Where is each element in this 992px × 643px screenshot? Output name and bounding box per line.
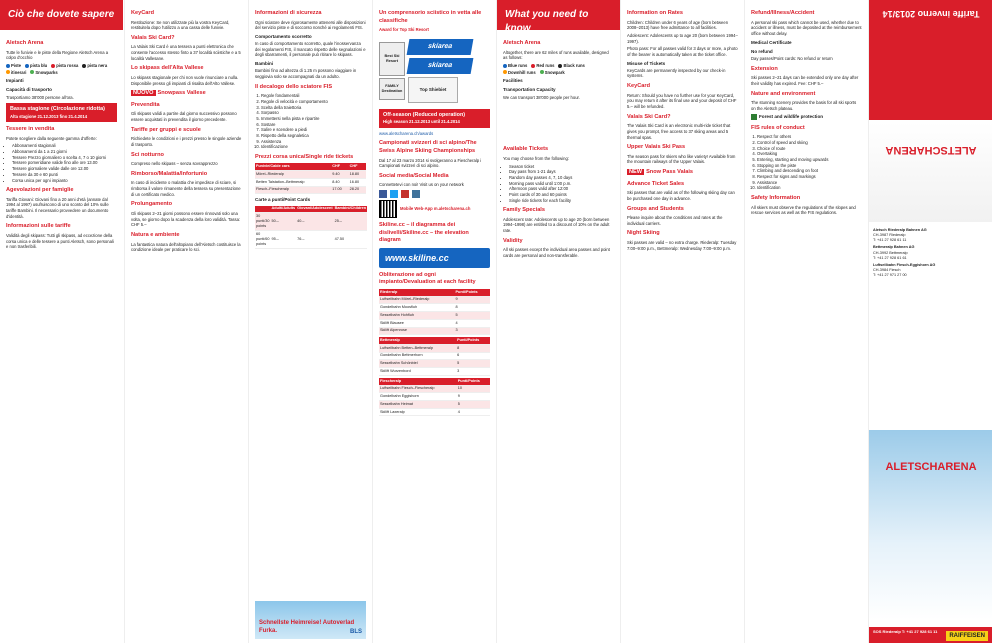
tessere-title: Tessere in vendita	[6, 126, 55, 133]
tessere-text: Potete scegliere dalla seguente gamma d'offerte:	[6, 135, 97, 141]
panel-english-info	[496, 0, 620, 643]
bambini-title: Bambini	[255, 61, 274, 67]
offseason-box: Off-season (Reduced operation) High season 21.12.2013 until 21.4.2014	[379, 109, 490, 128]
table-row: Luftseilbahn Mörel–Riederalp 9	[379, 296, 490, 304]
panel-italian-safety	[248, 0, 372, 643]
table-row: Mörel–Riederalp 9.40 18.80	[255, 171, 366, 179]
info-tariffe-title: Informazioni sulle tariffe	[6, 223, 71, 230]
valais-title: Valais Ski Card?	[627, 113, 671, 120]
legend-dot	[558, 64, 562, 68]
forest-title: Forest and wildlife protection	[751, 114, 862, 120]
advance-text: Ski passes that are valid as of the following skiing day can be purchased one day in advance.	[627, 190, 735, 201]
list-item: 5. Entering, starting and moving upwards	[757, 157, 862, 163]
skiline-logo[interactable]: www.skiline.cc	[379, 248, 490, 268]
panel-awards	[372, 0, 496, 643]
legend-dot	[503, 64, 507, 68]
list-item: 10. Identification	[757, 185, 862, 191]
tickets-text: You may choose from the following:	[503, 155, 569, 161]
legend-item: pista rossa	[51, 63, 78, 69]
night-title: Night Skiing	[627, 230, 660, 237]
list-item: 2. Regole di velocità e comportamento	[261, 99, 366, 105]
safety-text: All skiers must observe the regulations of the slopes and rescue services as well as the FIS regulations.	[751, 204, 856, 216]
sos-footer: SOS Riederalp T: +41 27 928 61 11	[869, 627, 992, 643]
table-row: Luftseilbahn Betten–Bettmeralp 8	[379, 344, 490, 352]
panel-italian-info	[0, 0, 123, 643]
skipass-alto-text: Lo skipass stagionale per chi non vuole rinunciare a nulla. Disponibile presso gli impianti di risalita dell'Alto Vallese.	[131, 75, 239, 86]
mobile-webapp: Mobile Web-App m.aletscharena.ch	[379, 200, 490, 218]
list-item: 6. Sostare	[261, 122, 366, 128]
runs-legend	[6, 63, 117, 75]
award-title: Un comprensorio sciistico in vetta alle classifiche	[379, 10, 482, 24]
keycard-text: Return: Should you have no further use for your KeyCard, you may return it after its final use and your deposit of CHF 5.– will be refunded.	[627, 92, 737, 109]
award-sub: Award for Top Ski Resort	[379, 27, 429, 33]
skipass-alto-title: Lo skipass dell'Alta Vallese	[131, 65, 204, 72]
section-title: Aletsch Arena	[503, 40, 541, 46]
natura-text: La fantastica natura dell'altopiano dell'Aletsch costituisce la condizione ideale per praticare lo sci.	[131, 241, 241, 253]
list-item: • Tessere pomeridiane valide fino alle ore 13.00	[12, 160, 117, 166]
list-item: 8. Rispetto della segnaletica	[261, 133, 366, 139]
list-item: 10. Identificazione	[261, 144, 366, 150]
sicurezza-title: Informazioni di sicurezza	[255, 10, 322, 16]
table-row: Gondelbahn Moosfluh 8	[379, 304, 490, 312]
legend-item: Black runs	[558, 63, 584, 69]
best-ski-resort-logo: Best Ski Resort	[379, 42, 405, 76]
impianti-label: Impianti	[6, 78, 24, 84]
instagram-icon[interactable]	[412, 190, 420, 198]
nature-text: The stunning scenery provides the basis for all ski sports on the Aletsch plateau.	[751, 100, 857, 111]
table-row: Skilift Alpenrose 3	[379, 327, 490, 335]
list-item: 2. Control of speed and skiing	[757, 140, 862, 146]
table-row: Fiesch–Fiescheralp 17.00 28.20	[255, 186, 366, 194]
list-item: 6. Stopping on the piste	[757, 163, 862, 169]
intro-text: Tutte le funivie e le piste della Regione Aletsch Arena a colpo d'occhio	[6, 49, 109, 61]
table-row: 30 punti/30 points 50.– 40.– 25.–	[255, 213, 367, 231]
list-item: 9. Assistenza	[261, 139, 366, 145]
list-item: • Random day passes 4, 7, 10 days	[509, 175, 614, 181]
photo-text: Photo pass: For all passes valid for 3 days or more, a photo of the bearer is automatically taken at the ticket office.	[627, 46, 738, 57]
tariffe-vertical: Tariffe inverno 2013/14	[882, 9, 980, 20]
list-item: • Afternoon pass valid after 12:00	[509, 186, 614, 192]
daypass-text: Day passes/Point cards: No refund or return	[751, 55, 833, 61]
night-text: Ski passes are valid – no extra charge. Riederalp: Tuesday 7:00–9:00 p.m., Bettmeralp: Wednesday 7:00–9:00 p.m.	[627, 240, 737, 251]
refund-text: A personal ski pass which cannot be used, whether due to accident or illness, must be deposited at the reimbursement office without delay.	[751, 19, 862, 36]
valais-title: Valais Ski Card?	[131, 34, 175, 41]
list-item: • Single ride tickets for each facility	[509, 198, 614, 204]
rates-title: Information on Rates	[627, 10, 683, 16]
list-item: 7. Climbing and descending on foot	[757, 168, 862, 174]
rimborso-title: Rimborso/Malattia/Infortunio	[131, 170, 208, 177]
carte-punti-title: Carte a punti/Point Cards	[255, 197, 311, 203]
info-tariffe-text: Validità degli skipass: Tutti gli skipass, ad eccezione della corsa unica e delle tessere a punti Aletsch, sono personali e non trasferibili.	[6, 232, 114, 250]
skiarea-logo: skiarea	[407, 39, 474, 55]
misuse-title: Misuse of Tickets	[627, 60, 666, 66]
season-box: Bassa stagione (Circolazione ridotta) Alta stagione 21.12.2013 fino 21.4.2014	[6, 103, 117, 122]
cover-top	[869, 0, 992, 120]
panel-italian-keycard	[124, 0, 248, 643]
banner-title: Ciò che dovete sapere	[0, 0, 123, 30]
tariffe-gruppi-text: Richiedete le condizioni e i prezzi presso le singole aziende di trasporto.	[131, 136, 242, 147]
list-item: 3. Choice of route	[757, 146, 862, 152]
legend-item: Red runs	[531, 63, 554, 69]
extension-text: Ski passes 2–21 days can be extended only one day after their validity has expired. Fee: CHF 5.–	[751, 75, 859, 86]
bambini-text: Bambini fino ad altezza di 1.25 m possono viaggiare in seggiovia solo se accompagnati da un adulto.	[255, 68, 357, 79]
legend-item: itinerari	[6, 70, 26, 76]
champs-title: Campionati svizzeri di sci alpino/The Swiss Alpine Skiing Championships	[379, 140, 477, 154]
transport-title: Transportation Capacity	[503, 87, 556, 93]
rimborso-text: In caso di incidente o malattia che impedisce di sciare, si rimborsa il valore rimanente della tessera su presentazione di un certificato medico.	[131, 180, 241, 197]
capacity-text: Trasportiamo 38'000 persone all'ora.	[6, 94, 74, 100]
obliter-title: Obliterazione ad ogni impianto/Devaluation at each facility	[379, 271, 476, 286]
safety-title: Safety Information	[751, 195, 801, 202]
valais-text: La Valais Ski Card è una tessera a punti elettronica che consente l'accesso stesso finto a 37 località sciistiche e a 5 località Vallesane.	[131, 44, 241, 61]
champs-text: Dal 17 al 23 marzo 2014 si svolgeranno a Fiescheralp i Campionati svizzeri di sci alpino.	[379, 157, 482, 169]
skiarea-logo: skiarea	[407, 58, 474, 74]
tariffe-gruppi-title: Tariffe per gruppi e scuole	[131, 126, 201, 133]
legend-dot	[25, 64, 29, 68]
new-badge: NEW	[629, 169, 643, 176]
intro-text: Altogether, there are 62 miles of runs available, designed as follows:	[503, 49, 609, 61]
capacity-title: Capacità di trasporto	[6, 87, 52, 93]
legend-item: Piste	[6, 63, 21, 69]
cover-logo-area	[869, 122, 992, 222]
list-item: 7. Salire e scendere a piedi	[261, 127, 366, 133]
legend-dot	[51, 64, 55, 68]
list-item: • Corsa unica per ogni impianto	[12, 178, 117, 184]
table-row: Betten Talstation–Bettmeralp 8.40 16.80	[255, 178, 366, 186]
legend-item: pista blu	[25, 63, 47, 69]
agevolazioni-text: Tariffa Giovani: Giovani fino a 20 anni d'età (annate dal 1994 al 1997) usufruiscono di uno sconto del 10% sulle tariffe Bambini. Il necessario provvedere un documento d'identità.	[6, 196, 109, 219]
legend-item: pista nera	[82, 63, 107, 69]
legend-dot	[531, 64, 535, 68]
upper-valais-title: Upper Valais Ski Pass	[627, 144, 686, 151]
agevolazioni-title: Agevolazioni per famiglie	[6, 187, 74, 194]
prevendita-title: Prevendita	[131, 101, 160, 108]
table-row: Gondelbahn Bettmerhorn 6	[379, 352, 490, 360]
points-table: Adulti/Adults Giovani/Adolescent Bambini/Children 30 punti/30 points 50.– 40.– 25.– 60 punti/60 points 95.– 76.– 47.50	[255, 206, 367, 250]
keycard-title: KeyCard	[131, 10, 155, 16]
sicurezza-text: Ogni sciatore deve rigorosamente attenersi alle disposizioni del servizio piste e di soccorso nonché ai regolamenti FIS.	[255, 19, 366, 31]
top-destination-logo: Top Shiebiet	[408, 77, 458, 103]
qr-code-icon[interactable]	[379, 200, 397, 218]
panel-english-rates	[620, 0, 744, 643]
banner-title: What you need to know	[497, 0, 620, 30]
social-title: Social media/Social Media	[379, 172, 449, 179]
awards-link[interactable]: www.aletscharena.ch/awards	[379, 130, 434, 136]
runs-legend	[503, 63, 614, 75]
list-item: • Morning pass valid until 1:00 p.m.	[509, 181, 614, 187]
prevendita-text: Gli skipass validi a partire dal giorno successivo possono essere acquistati in prevendita il giorno precedente.	[131, 111, 237, 123]
list-item: 5. Immettersi nella pista e ripartire	[261, 116, 366, 122]
family-destination-logo: FAMILY Destination	[379, 78, 405, 100]
legend-dot	[503, 70, 507, 74]
contact-item: Luftseilbahn Fiesch-Eggishorn AG CH-3984 Fiesch T: +41 27 971 27 00	[873, 262, 936, 277]
table-row: Sesselbahn Heimat 5	[379, 401, 490, 409]
list-item: 4. Sorpasso	[261, 110, 366, 116]
list-item: 1. Regole fondamentali	[261, 93, 366, 99]
comport-text: In caso di comportamento scorretto, quale l'inosservanza dei regolamenti FIS, il mancato rispetto delle segnalazioni e degli sbarramenti, il personale può ritirare lo skipass.	[255, 41, 366, 58]
sci-notturno-text: Compreso nello skipass – senza sovrapprezzo	[131, 161, 218, 167]
table-row: Skilift Laxeralp 4	[379, 408, 490, 416]
groups-text: Please inquire about the conditions and rates at the individual carriers.	[627, 215, 723, 226]
section-title: Aletsch Arena	[6, 40, 44, 46]
social-icons	[379, 190, 490, 198]
groups-title: Groups and Students	[627, 205, 684, 212]
extension-title: Extension	[751, 65, 778, 72]
decalogo-list	[255, 93, 366, 150]
keycard-text: Restituzione: Se non utilizzate più la vostra KeyCard, restituitela dopo l'utilizzo a una cassa delle funivie.	[131, 19, 230, 31]
legend-item: Downhill runs	[503, 70, 536, 76]
advance-title: Advance Ticket Sales	[627, 180, 685, 187]
list-item: • Abbonamenti da 1 a 21 giorni	[12, 149, 117, 155]
legend-item: Snowpark	[540, 70, 565, 76]
table-row: Luftseilbahn Fiesch–Fiescheralp 10	[379, 385, 490, 393]
list-item: • Tessere giornaliere valide dalle ore 12.00	[12, 166, 117, 172]
prezzi-title: Prezzi corsa unica/Single ride tickets	[255, 153, 354, 160]
misuse-text: KeyCards are permanently inspected by our check-in systems.	[627, 67, 726, 79]
legend-dot	[82, 64, 86, 68]
prolungamento-text: Gli skipass 2–21 giorni possono essere rinnovati solo una volta, se giorno dopo la scadenza della loro validità. Tassa: CHF 5.–	[131, 211, 241, 228]
children-text: Children: Children under 6 years of age (born between 2008–2013) have free admittance to all facilities.	[627, 19, 729, 31]
comport-title: Comportamento scorretto	[255, 33, 312, 39]
norefund-title: No refund	[751, 48, 773, 54]
list-item: • Abbonamenti stagionali	[12, 143, 117, 149]
list-item: 3. Scelta della traiettoria	[261, 105, 366, 111]
list-item: • Tessere da 30 e 60 punti	[12, 172, 117, 178]
legend-dot	[6, 70, 10, 74]
aletsch-logo-2: ALETSCHARENA	[885, 461, 977, 473]
table-row: 60 punti/60 points 95.– 76.– 47.50	[255, 231, 367, 249]
table-row: Sesselbahn Schönbiel 5	[379, 360, 490, 368]
furka-ad: Schnellste Heimreise! Autoverlad Furka. BLS	[255, 601, 366, 639]
contacts	[873, 226, 988, 280]
facebook-icon[interactable]	[379, 190, 387, 198]
transport-text: We can transport 38'000 people per hour.	[503, 94, 580, 100]
list-item: 4. Overtaking	[757, 151, 862, 157]
list-item: 8. Respect for signs and markings	[757, 174, 862, 180]
adolescent-text: Adolescent: Adolescents up to age 20 (born between 1994–1997).	[627, 32, 738, 44]
fis-title: FIS rules of conduct	[751, 124, 805, 131]
riederalp-table: Riederalp Punti/Points Luftseilbahn Mörel–Riederalp 9 Gondelbahn Moosfluh 8 Sesselbahn Hohfluh 5 Skilift Blausee 4 Skilift Alpenrose 3	[379, 289, 490, 335]
valais-text: The Valais Ski Card is an electronic multi-ride ticket that gives you prompt, free access to 37 skiing areas and 5 thermal spas.	[627, 123, 731, 140]
snowpass-title: NUOVO Snowpass Vallese	[133, 90, 206, 97]
table-row: Skilift Wurzenbord 3	[379, 368, 490, 376]
snowpass-title: NEW Snow Pass Valais	[629, 169, 694, 176]
social-text: Connettetevi con noi! Visit us on your network	[379, 182, 464, 188]
table-row: Skilift Blausee 4	[379, 319, 490, 327]
prices-table: Funivie/Cable cars CHF CHF Mörel–Riederalp 9.40 18.80 Betten Talstation–Bettmeralp 8.40 16.80 Fiesch–Fiescheralp 17.00 28.20	[255, 163, 366, 194]
twitter-icon[interactable]	[390, 190, 398, 198]
list-item: • Day pass from 1-21 days	[509, 169, 614, 175]
upper-valais-text: The season pass for skiers who like variety! Available from the mountain railways of the Upper Valais.	[627, 153, 736, 165]
medical-title: Medical Certificate	[751, 39, 792, 45]
table-row: Sesselbahn Hohfluh 5	[379, 312, 490, 320]
bettmeralp-table: Bettmeralp Punti/Points Luftseilbahn Betten–Bettmeralp 8 Gondelbahn Bettmerhorn 6 Sesselbahn Schönbiel 5 Skilift Wurzenbord 3	[379, 337, 490, 376]
list-item: • Point cards of 30 and 60 points	[509, 192, 614, 198]
decalogo-title: Il decalogo dello sciatore FIS	[255, 83, 333, 90]
panel-english-refund	[744, 0, 868, 643]
nature-title: Nature and environment	[751, 90, 816, 97]
family-text: Adolescent rate: Adolescents up to age 20 (born between 1994–1998) are entitled to a discount of 10% on the adult rate.	[503, 216, 610, 234]
list-item: 9. Assistance	[757, 180, 862, 186]
legend-item: Blue runs	[503, 63, 527, 69]
tree-icon	[751, 114, 757, 120]
legend-dot	[6, 64, 10, 68]
list-item: • Season ticket	[509, 164, 614, 170]
legend-dot	[30, 70, 34, 74]
family-title: Family Specials	[503, 207, 545, 214]
legend-item: Snowparks	[30, 70, 57, 76]
skiline-title: Skiline.cc – il diagramma dei dislivelli/Skiline.cc – the elevation diagram	[379, 222, 469, 244]
contact-item: Aletsch Riederalp Bahnen AG CH-3987 Riederalp T: +41 27 928 61 11	[873, 228, 927, 243]
award-logos	[379, 36, 490, 106]
sci-notturno-title: Sci notturno	[131, 151, 164, 158]
bls-logo: BLS	[350, 628, 362, 635]
new-badge: NUOVO	[133, 90, 154, 97]
youtube-icon[interactable]	[401, 190, 409, 198]
natura-title: Natura e ambiente	[131, 232, 180, 239]
tickets-list	[503, 164, 614, 204]
table-row: Gondelbahn Eggishorn 9	[379, 393, 490, 401]
fis-list	[751, 134, 862, 191]
list-item: 1. Respect for others	[757, 134, 862, 140]
legend-dot	[540, 70, 544, 74]
aletsch-logo: ALETSCHARENA	[885, 143, 977, 156]
refund-title: Refund/Illness/Accident	[751, 10, 815, 16]
facilities-label: Facilities	[503, 78, 523, 84]
validity-title: Validity	[503, 237, 523, 244]
tessere-list	[6, 143, 117, 183]
validity-text: All ski passes except the individual area passes and point cards are personal and non-transferable.	[503, 247, 610, 258]
tickets-title: Available Tickets	[503, 146, 549, 153]
raiffeisen-logo: RAIFFEISEN	[946, 631, 988, 641]
keycard-title: KeyCard	[627, 83, 651, 90]
list-item: • Tessere Prezzo giornaliero o scelta 4, 7 o 10 giorni	[12, 155, 117, 161]
cover-photo	[869, 430, 992, 620]
panel-cover	[868, 0, 992, 643]
contact-item: Bettmeralp Bahnen AG CH-3992 Bettmeralp T: +41 27 928 61 61	[873, 245, 915, 260]
fiescheralp-table: Fiescheralp Punti/Points Luftseilbahn Fiesch–Fiescheralp 10 Gondelbahn Eggishorn 9 Sesselbahn Heimat 5 Skilift Laxeralp 4	[379, 378, 490, 417]
prolungamento-title: Prolungamento	[131, 201, 173, 208]
